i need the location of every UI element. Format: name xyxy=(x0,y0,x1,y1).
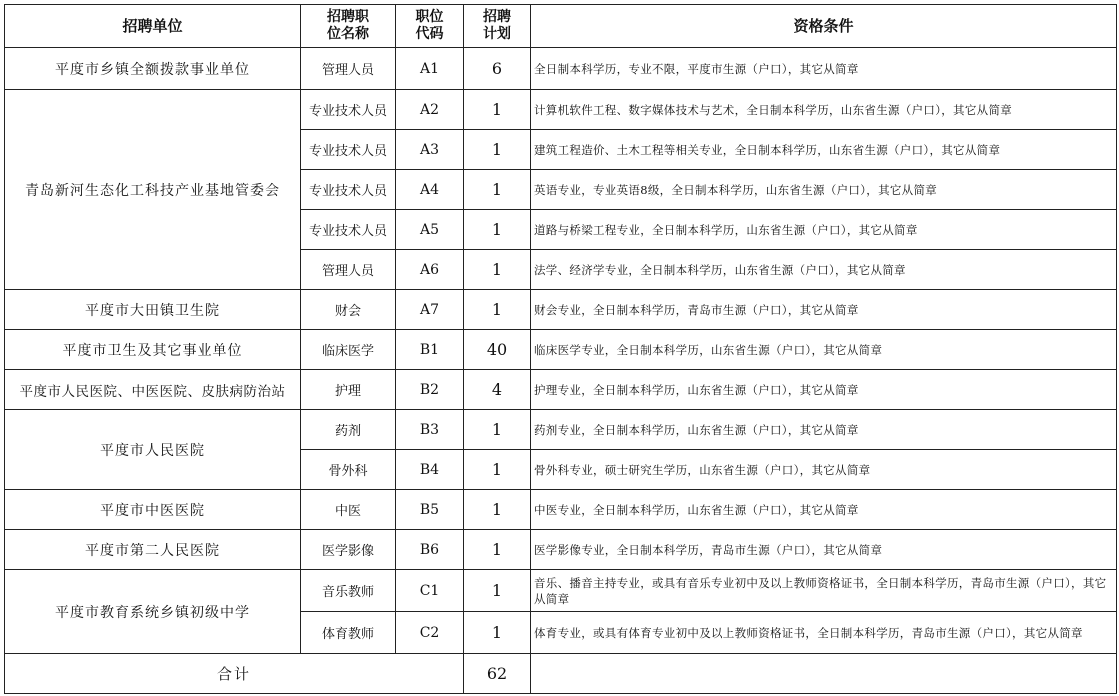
code-cell: A6 xyxy=(396,250,464,290)
position-cell: 临床医学 xyxy=(301,330,396,370)
unit-cell: 平度市教育系统乡镇初级中学 xyxy=(5,570,301,654)
position-cell: 财会 xyxy=(301,290,396,330)
qualification-cell: 全日制本科学历，专业不限，平度市生源（户口），其它从简章 xyxy=(531,48,1117,90)
unit-cell: 平度市乡镇全额拨款事业单位 xyxy=(5,48,301,90)
unit-cell: 平度市人民医院、中医医院、皮肤病防治站 xyxy=(5,370,301,410)
header-qualification: 资格条件 xyxy=(531,5,1117,48)
table-row xyxy=(5,90,1117,130)
table-row xyxy=(5,370,1117,410)
code-cell: B1 xyxy=(396,330,464,370)
qualification-cell: 体育专业，或具有体育专业初中及以上教师资格证书，全日制本科学历，青岛市生源（户口），其它从简章 xyxy=(531,612,1117,654)
table-row xyxy=(5,290,1117,330)
header-code: 职位 代码 xyxy=(396,5,464,48)
count-cell: 1 xyxy=(464,210,531,250)
header-unit: 招聘单位 xyxy=(5,5,301,48)
unit-cell: 平度市人民医院 xyxy=(5,410,301,490)
qualification-cell: 药剂专业，全日制本科学历，山东省生源（户口），其它从简章 xyxy=(531,410,1117,450)
total-label: 合计 xyxy=(5,654,464,694)
count-cell: 1 xyxy=(464,490,531,530)
table-row xyxy=(5,490,1117,530)
position-cell: 管理人员 xyxy=(301,250,396,290)
code-cell: A7 xyxy=(396,290,464,330)
count-cell: 6 xyxy=(464,48,531,90)
header-position: 招聘职 位名称 xyxy=(301,5,396,48)
position-cell: 护理 xyxy=(301,370,396,410)
unit-cell: 平度市卫生及其它事业单位 xyxy=(5,330,301,370)
table-row xyxy=(5,530,1117,570)
qualification-cell: 建筑工程造价、土木工程等相关专业，全日制本科学历，山东省生源（户口），其它从简章 xyxy=(531,130,1117,170)
total-row xyxy=(5,654,1117,694)
count-cell: 1 xyxy=(464,130,531,170)
qualification-cell: 临床医学专业，全日制本科学历，山东省生源（户口），其它从简章 xyxy=(531,330,1117,370)
unit-cell: 青岛新河生态化工科技产业基地管委会 xyxy=(5,90,301,290)
total-empty-cell xyxy=(531,654,1117,694)
code-cell: A4 xyxy=(396,170,464,210)
unit-cell: 平度市中医医院 xyxy=(5,490,301,530)
code-cell: C2 xyxy=(396,612,464,654)
recruitment-table xyxy=(4,4,1117,694)
count-cell: 1 xyxy=(464,90,531,130)
total-count: 62 xyxy=(464,654,531,694)
code-cell: B3 xyxy=(396,410,464,450)
position-cell: 医学影像 xyxy=(301,530,396,570)
position-cell: 专业技术人员 xyxy=(301,90,396,130)
qualification-cell: 英语专业，专业英语8级，全日制本科学历，山东省生源（户口），其它从简章 xyxy=(531,170,1117,210)
unit-cell: 平度市大田镇卫生院 xyxy=(5,290,301,330)
table-row xyxy=(5,410,1117,450)
position-cell: 体育教师 xyxy=(301,612,396,654)
count-cell: 1 xyxy=(464,170,531,210)
position-cell: 中医 xyxy=(301,490,396,530)
count-cell: 1 xyxy=(464,530,531,570)
table-row xyxy=(5,570,1117,612)
count-cell: 1 xyxy=(464,612,531,654)
qualification-cell: 财会专业，全日制本科学历，青岛市生源（户口），其它从简章 xyxy=(531,290,1117,330)
qualification-cell: 法学、经济学专业，全日制本科学历，山东省生源（户口），其它从简章 xyxy=(531,250,1117,290)
position-cell: 专业技术人员 xyxy=(301,170,396,210)
qualification-cell: 医学影像专业，全日制本科学历，青岛市生源（户口），其它从简章 xyxy=(531,530,1117,570)
count-cell: 1 xyxy=(464,570,531,612)
count-cell: 40 xyxy=(464,330,531,370)
code-cell: B4 xyxy=(396,450,464,490)
qualification-cell: 道路与桥梁工程专业，全日制本科学历，山东省生源（户口），其它从简章 xyxy=(531,210,1117,250)
qualification-cell: 音乐、播音主持专业，或具有音乐专业初中及以上教师资格证书，全日制本科学历，青岛市生源（户口），其它从简章 xyxy=(531,570,1117,612)
position-cell: 药剂 xyxy=(301,410,396,450)
unit-cell: 平度市第二人民医院 xyxy=(5,530,301,570)
position-cell: 管理人员 xyxy=(301,48,396,90)
position-cell: 骨外科 xyxy=(301,450,396,490)
code-cell: B6 xyxy=(396,530,464,570)
header-plan: 招聘 计划 xyxy=(464,5,531,48)
position-cell: 专业技术人员 xyxy=(301,210,396,250)
qualification-cell: 中医专业，全日制本科学历，山东省生源（户口），其它从简章 xyxy=(531,490,1117,530)
code-cell: A5 xyxy=(396,210,464,250)
count-cell: 1 xyxy=(464,290,531,330)
position-cell: 音乐教师 xyxy=(301,570,396,612)
table-row xyxy=(5,330,1117,370)
count-cell: 1 xyxy=(464,250,531,290)
code-cell: A1 xyxy=(396,48,464,90)
qualification-cell: 计算机软件工程、数字媒体技术与艺术，全日制本科学历，山东省生源（户口），其它从简章 xyxy=(531,90,1117,130)
count-cell: 1 xyxy=(464,410,531,450)
code-cell: A2 xyxy=(396,90,464,130)
position-cell: 专业技术人员 xyxy=(301,130,396,170)
table-row xyxy=(5,48,1117,90)
code-cell: B5 xyxy=(396,490,464,530)
code-cell: A3 xyxy=(396,130,464,170)
code-cell: B2 xyxy=(396,370,464,410)
count-cell: 4 xyxy=(464,370,531,410)
qualification-cell: 护理专业，全日制本科学历，山东省生源（户口），其它从简章 xyxy=(531,370,1117,410)
qualification-cell: 骨外科专业，硕士研究生学历，山东省生源（户口），其它从简章 xyxy=(531,450,1117,490)
header-row xyxy=(5,5,1117,48)
code-cell: C1 xyxy=(396,570,464,612)
count-cell: 1 xyxy=(464,450,531,490)
